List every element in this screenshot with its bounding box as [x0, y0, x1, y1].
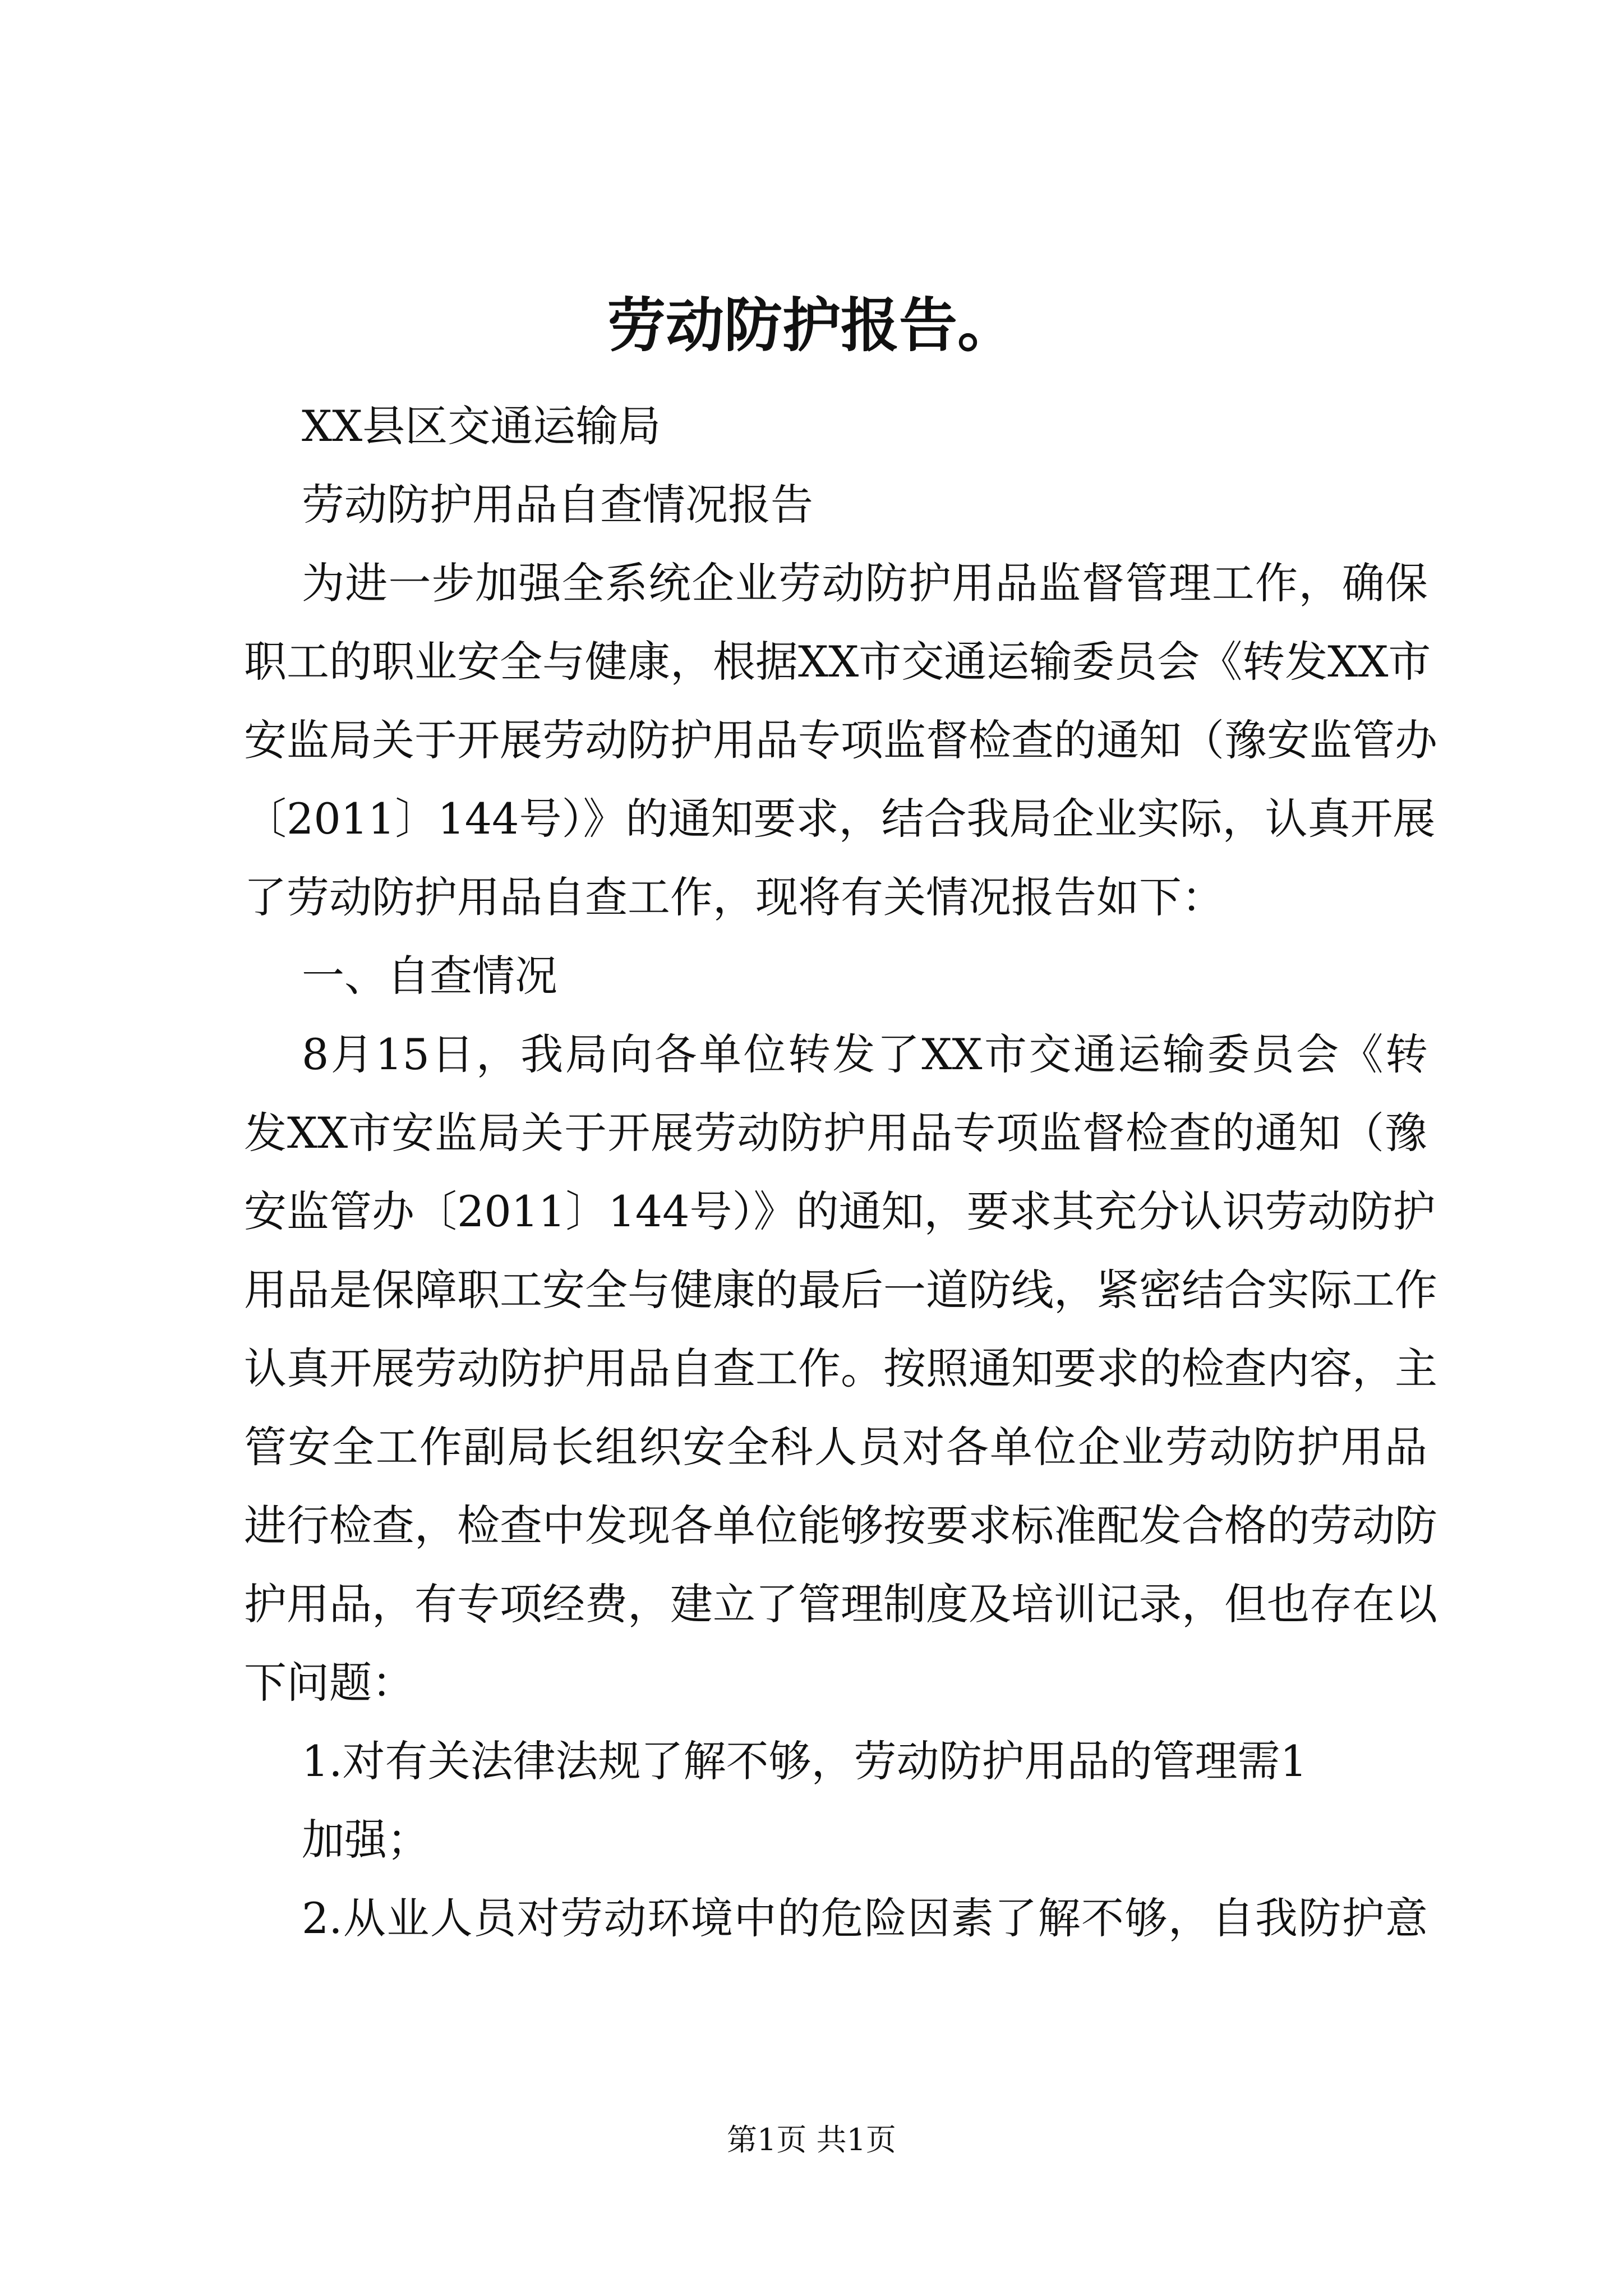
paragraph-line: 用品是保障职工安全与健康的最后一道防线，紧密结合实际工作: [244, 1265, 1437, 1315]
paragraph-line: 8月15日，我局向各单位转发了XX市交通运输委员会《转: [302, 1029, 1428, 1079]
report-subtitle: 劳动防护用品自查情况报告: [302, 480, 813, 530]
paragraph-line: 〔2011〕144号）》的通知要求，结合我局企业实际，认真开展: [244, 794, 1436, 844]
paragraph-line: 管安全工作副局长组织安全科人员对各单位企业劳动防护用品: [244, 1422, 1427, 1472]
issuer-line: XX县区交通运输局: [302, 401, 661, 451]
paragraph-line: 安监管办〔2011〕144号）》的通知，要求其充分认识劳动防护: [244, 1186, 1436, 1236]
paragraph-line: 了劳动防护用品自查工作，现将有关情况报告如下：: [244, 872, 1224, 922]
paragraph-line: 发XX市安监局关于开展劳动防护用品专项监督检查的通知（豫: [244, 1108, 1427, 1158]
paragraph-line: 下问题：: [244, 1658, 414, 1708]
list-item: 2.从业人员对劳动环境中的危险因素了解不够，自我防护意: [302, 1893, 1428, 1943]
section-heading: 一、自查情况: [302, 951, 557, 1001]
paragraph-line: 进行检查，检查中发现各单位能够按要求标准配发合格的劳动防: [244, 1501, 1437, 1550]
document-title: 劳动防护报告。: [607, 291, 1016, 360]
paragraph-line: 认真开展劳动防护用品自查工作。按照通知要求的检查内容，主: [244, 1343, 1437, 1393]
list-item: 1.对有关法律法规了解不够，劳动防护用品的管理需1: [302, 1736, 1307, 1786]
paragraph-line: 护用品，有专项经费，建立了管理制度及培训记录，但也存在以: [244, 1579, 1437, 1629]
paragraph-line: 为进一步加强全系统企业劳动防护用品监督管理工作，确保: [302, 558, 1428, 608]
page-footer: 第1页 共1页: [727, 2122, 896, 2157]
paragraph-line: 安监局关于开展劳动防护用品专项监督检查的通知（豫安监管办: [244, 715, 1437, 765]
paragraph-line: 职工的职业安全与健康，根据XX市交通运输委员会《转发XX市: [244, 637, 1431, 687]
list-item-continuation: 加强；: [302, 1815, 430, 1865]
